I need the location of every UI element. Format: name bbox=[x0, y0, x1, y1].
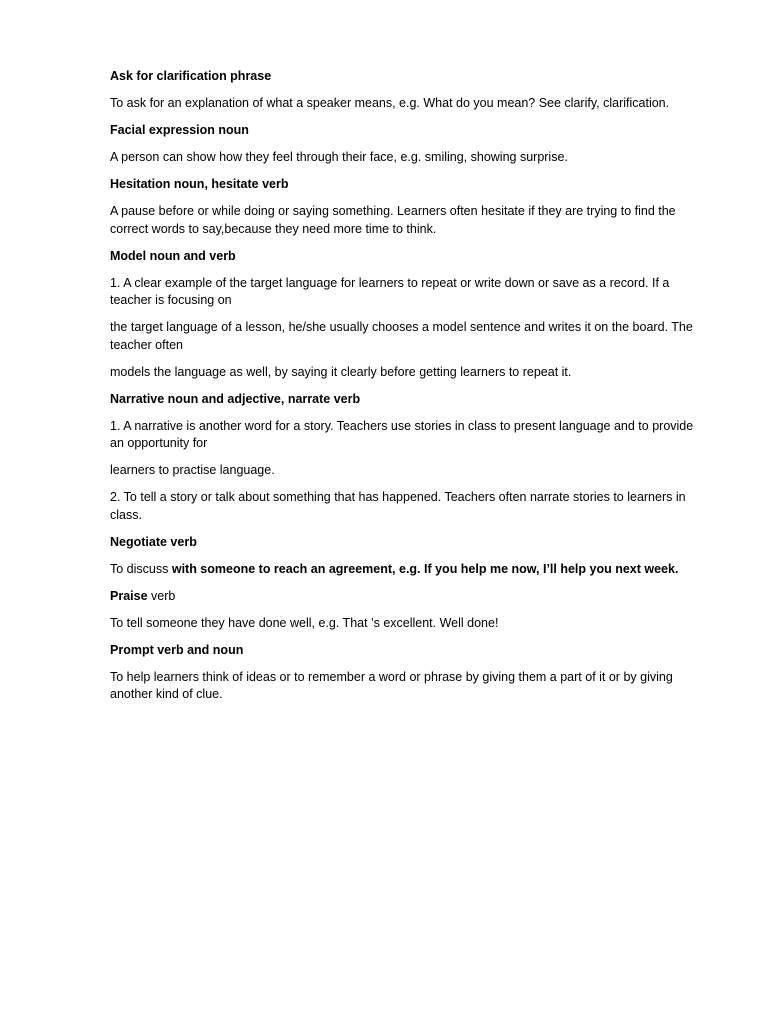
definition-paragraph: 2. To tell a story or talk about something that has happened. Teachers often narrate stories to learners in class. bbox=[110, 490, 686, 522]
term-heading: Facial expression noun bbox=[110, 123, 249, 137]
definition-paragraph: 1. A narrative is another word for a story. Teachers use stories in class to present language and to provide an opportunity for bbox=[110, 418, 694, 450]
definition-paragraph: To ask for an explanation of what a speaker means, e.g. What do you mean? See clarify, clarification. bbox=[110, 96, 670, 110]
term-heading: Prompt verb and noun bbox=[110, 642, 244, 657]
term-heading: Negotiate verb bbox=[110, 534, 197, 549]
definition-plain-text: To discuss bbox=[110, 561, 172, 576]
term-heading: Ask for clarification phrase bbox=[110, 69, 272, 83]
definition-paragraph: learners to practise language. bbox=[110, 463, 275, 477]
term-bold-text: Praise bbox=[110, 588, 148, 603]
definition-paragraph: models the language as well, by saying it clearly before getting learners to repeat it. bbox=[110, 364, 572, 379]
definition-paragraph bbox=[110, 561, 710, 579]
definition-paragraph: A person can show how they feel through their face, e.g. smiling, showing surprise. bbox=[110, 150, 568, 164]
definition-bold-text: with someone to reach an agreement, e.g. If you help me now, I’ll help you next week. bbox=[171, 561, 679, 576]
definition-paragraph: 1. A clear example of the target language for learners to repeat or write down or save as a record. If a teacher is focusing on bbox=[110, 275, 670, 307]
definition-paragraph: To help learners think of ideas or to remember a word or phrase by giving them a part of it or by giving another kind of clue. bbox=[110, 669, 673, 701]
definition-paragraph: To tell someone they have done well, e.g. That ’s excellent. Well done! bbox=[110, 615, 499, 630]
term-heading: Model noun and verb bbox=[110, 248, 236, 263]
document-page bbox=[110, 68, 710, 713]
definition-paragraph: A pause before or while doing or saying something. Learners often hesitate if they are trying to find the correct words to say,because they need more time to think. bbox=[110, 204, 676, 236]
term-plain-text: verb bbox=[147, 588, 176, 603]
term-heading bbox=[110, 588, 710, 605]
term-heading: Narrative noun and adjective, narrate verb bbox=[110, 391, 361, 406]
term-heading: Hesitation noun, hesitate verb bbox=[110, 177, 289, 191]
definition-paragraph: the target language of a lesson, he/she usually chooses a model sentence and writes it on the board. The teacher often bbox=[110, 320, 693, 352]
